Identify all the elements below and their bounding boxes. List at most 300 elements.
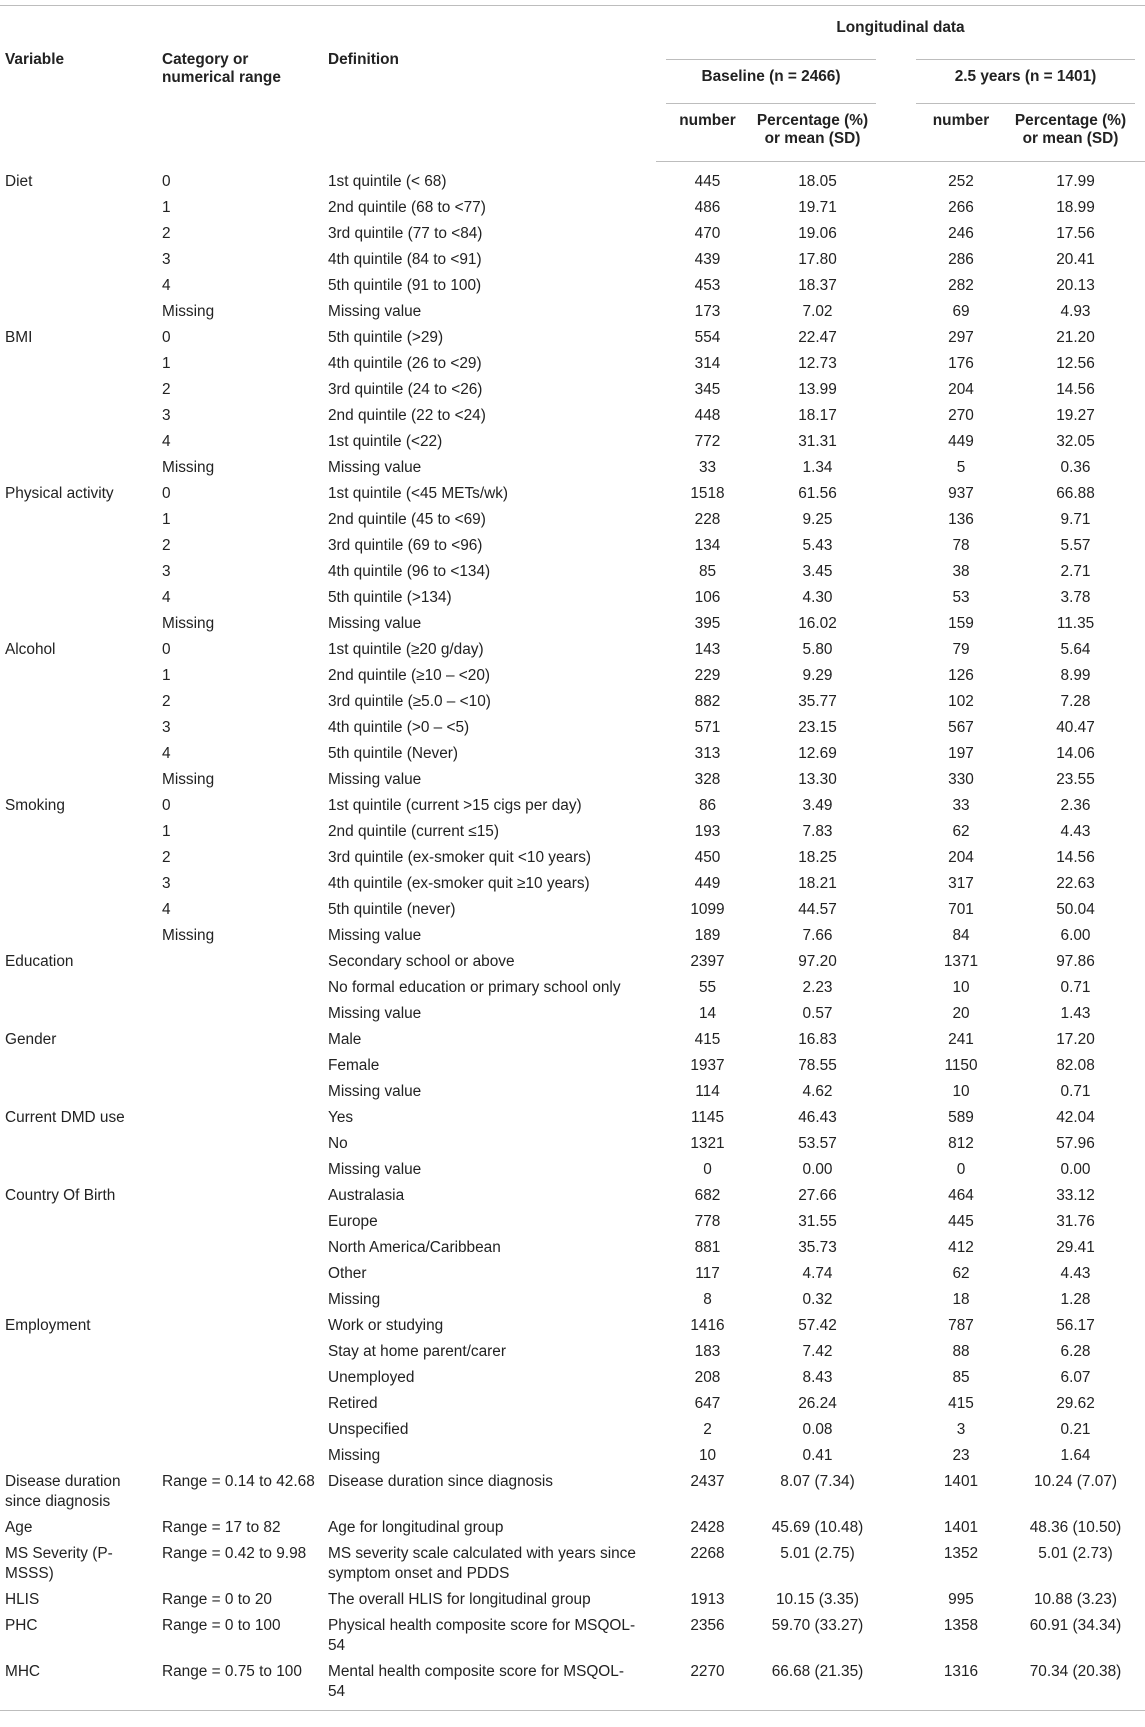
cell-followup-number: 1316: [886, 1662, 1006, 1711]
cell-baseline-number: 208: [694, 1369, 721, 1386]
cell-followup-percentage: 17.56: [1056, 225, 1095, 242]
cell-followup-percentage: 17.99: [1056, 173, 1095, 190]
cell-definition: Yes: [328, 1109, 354, 1126]
cell-followup-percentage: 31.76: [1056, 1213, 1095, 1230]
table-row: [0, 1186, 1145, 1212]
table-row: [0, 458, 1145, 484]
cell-definition: Physical health composite score for MSQOL-54: [328, 1617, 636, 1654]
cell-baseline-percentage: 10.15 (3.35): [776, 1591, 859, 1608]
cell-baseline-number: 173: [694, 303, 721, 320]
cell-variable: [0, 1212, 162, 1238]
table-row: [0, 162, 1145, 199]
cell-category: Range = 17 to 82: [162, 1519, 281, 1536]
cell-variable: [0, 276, 162, 302]
table-row: [0, 1290, 1145, 1316]
cell-baseline-percentage: 23.15: [798, 719, 837, 736]
cell-baseline-percentage: 0.41: [802, 1447, 833, 1464]
cell-definition: 5th quintile (91 to 100): [328, 277, 482, 294]
cell-definition: 4th quintile (ex-smoker quit ≥10 years): [328, 875, 590, 892]
cell-baseline-percentage: 44.57: [798, 901, 837, 918]
table-row: [0, 900, 1145, 926]
cell-definition: Female: [328, 1057, 380, 1074]
cell-followup-percentage: 0.00: [1060, 1161, 1091, 1178]
table-row: [0, 1368, 1145, 1394]
cell-followup-number: 53: [952, 589, 970, 606]
cell-followup-percentage: 8.99: [1060, 667, 1091, 684]
cell-definition: 2nd quintile (current ≤15): [328, 823, 499, 840]
cell-definition: Missing value: [328, 771, 422, 788]
cell-baseline-number: 772: [694, 433, 721, 450]
cell-category: [162, 978, 328, 1004]
cell-definition: MS severity scale calculated with years since symptom onset and PDDS: [328, 1545, 636, 1582]
cell-definition: Missing value: [328, 1161, 422, 1178]
cell-followup-number: 79: [952, 641, 970, 658]
cell-baseline-number: 106: [694, 589, 721, 606]
cell-definition: Europe: [328, 1213, 378, 1230]
cell-category: 0: [162, 329, 171, 346]
cell-variable: [0, 380, 162, 406]
cell-followup-percentage: 4.93: [1060, 303, 1091, 320]
cell-variable: Current DMD use: [5, 1109, 125, 1126]
cell-baseline-percentage: 8.43: [802, 1369, 833, 1386]
cell-variable: [0, 926, 162, 952]
cell-followup-number: 464: [948, 1187, 974, 1204]
cell-followup-percentage: 14.06: [1056, 745, 1095, 762]
cell-baseline-number: 10: [698, 1447, 717, 1464]
cell-followup-number: 266: [948, 199, 974, 216]
cell-definition: 2nd quintile (22 to <24): [328, 407, 486, 424]
header-percentage-baseline: Percentage (%) or mean (SD): [749, 92, 886, 162]
table-row: [0, 1108, 1145, 1134]
cell-variable: [0, 1004, 162, 1030]
cell-category: [162, 1446, 328, 1472]
cell-variable: Disease duration since diagnosis: [5, 1473, 121, 1510]
cell-followup-percentage: 6.28: [1060, 1343, 1091, 1360]
cell-followup-percentage: 82.08: [1056, 1057, 1095, 1074]
cell-variable: [0, 692, 162, 718]
cell-definition: 1st quintile (current >15 cigs per day): [328, 797, 582, 814]
cell-baseline-number: 14: [698, 1005, 717, 1022]
table-row: [0, 224, 1145, 250]
header-definition: Definition: [328, 6, 656, 162]
cell-category: [162, 1056, 328, 1082]
table-header: [0, 6, 1145, 162]
cell-definition: 3rd quintile (≥5.0 – <10): [328, 693, 491, 710]
cell-definition: Missing value: [328, 1005, 422, 1022]
cell-variable: [0, 250, 162, 276]
cell-definition: 3rd quintile (77 to <84): [328, 225, 483, 242]
cell-definition: 3rd quintile (ex-smoker quit <10 years): [328, 849, 592, 866]
cell-baseline-percentage: 17.80: [798, 251, 837, 268]
cell-followup-percentage: 6.00: [1060, 927, 1091, 944]
cell-baseline-number: 134: [694, 537, 721, 554]
cell-variable: [0, 848, 162, 874]
cell-followup-number: 567: [948, 719, 974, 736]
cell-followup-percentage: 6.07: [1060, 1369, 1091, 1386]
cell-baseline-percentage: 27.66: [798, 1187, 837, 1204]
cell-category: Missing: [162, 615, 215, 632]
cell-baseline-percentage: 97.20: [798, 953, 837, 970]
cell-category: Range = 0.75 to 100: [162, 1662, 328, 1711]
cell-followup-number: 270: [948, 407, 974, 424]
cell-followup-number: 85: [952, 1369, 970, 1386]
cell-variable: [0, 1290, 162, 1316]
cell-baseline-number: 183: [694, 1343, 721, 1360]
cell-category: [162, 952, 328, 978]
cell-definition: 3rd quintile (24 to <26): [328, 381, 483, 398]
cell-category: [162, 1420, 328, 1446]
cell-category: 0: [162, 797, 171, 814]
cell-category: 4: [162, 433, 171, 450]
cell-variable: BMI: [5, 329, 33, 346]
cell-baseline-number: 2270: [656, 1662, 749, 1711]
cell-baseline-percentage: 4.74: [802, 1265, 833, 1282]
cell-baseline-number: 439: [694, 251, 721, 268]
cell-followup-percentage: 7.28: [1060, 693, 1091, 710]
cell-baseline-number: 647: [694, 1395, 721, 1412]
cell-baseline-percentage: 18.05: [798, 173, 837, 190]
header-percentage-followup: Percentage (%) or mean (SD): [1006, 92, 1145, 162]
cell-followup-percentage: 66.88: [1056, 485, 1095, 502]
cell-category: 2: [162, 849, 171, 866]
table-row: [0, 302, 1145, 328]
cell-category: [162, 1082, 328, 1108]
cell-variable: [0, 1238, 162, 1264]
cell-variable: [0, 1446, 162, 1472]
cell-followup-number: 33: [952, 797, 970, 814]
cell-followup-number: 204: [948, 381, 974, 398]
cell-baseline-percentage: 19.71: [798, 199, 837, 216]
cell-followup-percentage: 5.01 (2.73): [1038, 1545, 1113, 1562]
cell-followup-percentage: 3.78: [1060, 589, 1091, 606]
cell-baseline-percentage: 2.23: [802, 979, 833, 996]
cell-definition: Missing value: [328, 927, 422, 944]
header-baseline: Baseline (n = 2466): [656, 51, 886, 92]
cell-variable: Employment: [5, 1317, 91, 1334]
cell-category: 0: [162, 641, 171, 658]
cell-category: 1: [162, 355, 171, 372]
cell-followup-percentage: 2.71: [1060, 563, 1091, 580]
cell-followup-number: 62: [952, 823, 970, 840]
cell-followup-percentage: 1.28: [1060, 1291, 1091, 1308]
cell-category: [162, 1108, 328, 1134]
cell-baseline-percentage: 4.62: [802, 1083, 833, 1100]
cell-baseline-number: 395: [694, 615, 721, 632]
cell-variable: [0, 614, 162, 640]
cell-baseline-percentage: 4.30: [802, 589, 833, 606]
cell-variable: [0, 822, 162, 848]
cell-definition: Other: [328, 1265, 367, 1282]
cell-baseline-number: 345: [694, 381, 721, 398]
cell-baseline-percentage: 3.45: [802, 563, 833, 580]
cell-followup-number: 10: [952, 1083, 970, 1100]
cell-baseline-percentage: 57.42: [798, 1317, 837, 1334]
cell-followup-number: 1358: [943, 1617, 979, 1634]
cell-category: 4: [162, 277, 171, 294]
cell-followup-number: 3: [956, 1421, 966, 1438]
cell-followup-percentage: 29.62: [1056, 1395, 1095, 1412]
cell-baseline-percentage: 13.99: [798, 381, 837, 398]
cell-followup-number: 78: [952, 537, 970, 554]
table-row: [0, 1394, 1145, 1420]
cell-baseline-number: 143: [694, 641, 721, 658]
cell-baseline-percentage: 0.32: [802, 1291, 833, 1308]
cell-baseline-number: 1913: [690, 1591, 725, 1608]
cell-category: Missing: [162, 459, 215, 476]
cell-followup-percentage: 2.36: [1060, 797, 1091, 814]
cell-definition: No: [328, 1135, 348, 1152]
cell-definition: Mental health composite score for MSQOL-54: [328, 1662, 656, 1711]
cell-baseline-number: 571: [694, 719, 721, 736]
header-category: Category or numerical range: [162, 6, 328, 162]
cell-followup-percentage: 21.20: [1056, 329, 1095, 346]
cell-category: 2: [162, 225, 171, 242]
cell-baseline-number: 448: [694, 407, 721, 424]
cell-definition: North America/Caribbean: [328, 1239, 501, 1256]
cell-category: 4: [162, 745, 171, 762]
table-row: [0, 744, 1145, 770]
cell-followup-percentage: 4.43: [1060, 823, 1091, 840]
table-row: [0, 1616, 1145, 1662]
cell-variable: PHC: [5, 1617, 38, 1634]
cell-variable: [0, 1264, 162, 1290]
data-table: [0, 5, 1145, 1711]
table-row: [0, 1212, 1145, 1238]
cell-followup-percentage: 9.71: [1060, 511, 1091, 528]
cell-category: [162, 1368, 328, 1394]
cell-category: 1: [162, 823, 171, 840]
cell-variable: Smoking: [5, 797, 65, 814]
cell-variable: [0, 354, 162, 380]
cell-baseline-number: 8: [703, 1291, 712, 1308]
cell-category: 0: [162, 485, 171, 502]
table-row: [0, 1662, 1145, 1711]
cell-definition: Age for longitudinal group: [328, 1519, 504, 1536]
cell-followup-number: 412: [948, 1239, 974, 1256]
cell-baseline-percentage: 35.73: [798, 1239, 837, 1256]
table-row: [0, 1264, 1145, 1290]
cell-baseline-number: 2428: [690, 1519, 725, 1536]
cell-definition: Unspecified: [328, 1421, 409, 1438]
table-row: [0, 1238, 1145, 1264]
table-row: [0, 484, 1145, 510]
cell-definition: Retired: [328, 1395, 378, 1412]
table-row: [0, 1420, 1145, 1446]
cell-followup-percentage: 29.41: [1056, 1239, 1095, 1256]
table-row: [0, 770, 1145, 796]
cell-category: [162, 1004, 328, 1030]
cell-definition: 5th quintile (>29): [328, 329, 444, 346]
cell-baseline-number: 778: [694, 1213, 721, 1230]
cell-followup-number: 589: [948, 1109, 974, 1126]
cell-followup-number: 449: [948, 433, 974, 450]
cell-variable: [0, 432, 162, 458]
table-row: [0, 874, 1145, 900]
cell-followup-percentage: 0.71: [1060, 1083, 1091, 1100]
cell-baseline-percentage: 5.43: [802, 537, 833, 554]
cell-definition: Work or studying: [328, 1317, 444, 1334]
cell-baseline-number: 193: [694, 823, 721, 840]
cell-definition: Missing value: [328, 303, 422, 320]
cell-followup-percentage: 97.86: [1056, 953, 1095, 970]
cell-followup-number: 23: [952, 1447, 970, 1464]
cell-baseline-percentage: 7.42: [802, 1343, 833, 1360]
cell-followup-percentage: 0.36: [1060, 459, 1091, 476]
cell-category: [162, 1160, 328, 1186]
table-row: [0, 432, 1145, 458]
cell-baseline-percentage: 5.01 (2.75): [780, 1545, 855, 1562]
table-row: [0, 978, 1145, 1004]
table-row: [0, 666, 1145, 692]
cell-definition: 5th quintile (never): [328, 901, 456, 918]
cell-definition: 2nd quintile (45 to <69): [328, 511, 486, 528]
cell-followup-number: 176: [948, 355, 974, 372]
cell-baseline-number: 1145: [690, 1109, 725, 1126]
cell-definition: 1st quintile (≥20 g/day): [328, 641, 484, 658]
header-longitudinal-label: Longitudinal data: [836, 19, 965, 36]
cell-baseline-number: 445: [694, 173, 721, 190]
cell-baseline-percentage: 53.57: [798, 1135, 837, 1152]
cell-definition: Missing: [328, 1291, 381, 1308]
cell-category: 0: [162, 172, 171, 190]
cell-category: Missing: [162, 927, 215, 944]
cell-variable: MS Severity (P-MSSS): [5, 1545, 113, 1582]
cell-variable: Country Of Birth: [5, 1187, 116, 1204]
cell-definition: 1st quintile (< 68): [328, 172, 447, 190]
cell-baseline-number: 470: [694, 225, 721, 242]
cell-variable: [0, 1082, 162, 1108]
table-row: [0, 1590, 1145, 1616]
cell-baseline-percentage: 59.70 (33.27): [771, 1617, 864, 1634]
cell-baseline-number: 0: [703, 1161, 712, 1178]
cell-definition: Missing value: [328, 615, 422, 632]
cell-category: 2: [162, 537, 171, 554]
cell-baseline-number: 328: [694, 771, 721, 788]
cell-variable: MHC: [0, 1662, 162, 1711]
cell-variable: [0, 1134, 162, 1160]
cell-followup-percentage: 0.71: [1060, 979, 1091, 996]
cell-baseline-number: 486: [694, 199, 721, 216]
cell-followup-percentage: 1.43: [1060, 1005, 1091, 1022]
cell-followup-number: 136: [948, 511, 974, 528]
cell-variable: [0, 510, 162, 536]
cell-variable: [0, 1368, 162, 1394]
cell-category: [162, 1342, 328, 1368]
cell-baseline-percentage: 18.37: [798, 277, 837, 294]
cell-variable: [0, 588, 162, 614]
cell-followup-percentage: 33.12: [1056, 1187, 1095, 1204]
header-number-baseline: number: [656, 92, 749, 162]
cell-baseline-percentage: 7.66: [802, 927, 833, 944]
cell-definition: 4th quintile (26 to <29): [328, 355, 482, 372]
cell-followup-percentage: 10.24 (7.07): [1034, 1473, 1117, 1490]
cell-baseline-percentage: 66.68 (21.35): [749, 1662, 886, 1711]
cell-definition: 2nd quintile (68 to <77): [328, 199, 486, 216]
cell-variable: [0, 562, 162, 588]
header-number-followup: number: [886, 92, 1006, 162]
cell-followup-number: 102: [948, 693, 974, 710]
cell-baseline-percentage: 3.49: [802, 797, 833, 814]
cell-followup-number: 787: [948, 1317, 974, 1334]
cell-followup-number: 330: [948, 771, 974, 788]
cell-followup-number: 286: [948, 251, 974, 268]
cell-variable: Age: [5, 1519, 33, 1536]
cell-baseline-percentage: 18.25: [798, 849, 837, 866]
cell-followup-percentage: 70.34 (20.38): [1006, 1662, 1145, 1711]
cell-definition: Secondary school or above: [328, 953, 515, 970]
cell-definition: Missing value: [328, 459, 422, 476]
cell-followup-number: 1150: [944, 1057, 978, 1074]
cell-definition: 3rd quintile (69 to <96): [328, 537, 483, 554]
cell-followup-number: 1352: [943, 1545, 979, 1562]
table-row: [0, 1134, 1145, 1160]
cell-followup-number: 62: [952, 1265, 970, 1282]
cell-baseline-percentage: 13.30: [798, 771, 837, 788]
table-row: [0, 328, 1145, 354]
cell-followup-percentage: 42.04: [1056, 1109, 1095, 1126]
cell-baseline-number: 450: [694, 849, 721, 866]
cell-baseline-percentage: 1.34: [802, 459, 833, 476]
table-row: [0, 1056, 1145, 1082]
cell-followup-number: 1401: [943, 1473, 979, 1490]
cell-baseline-number: 229: [694, 667, 721, 684]
cell-followup-number: 445: [948, 1213, 974, 1230]
cell-followup-percentage: 60.91 (34.34): [1029, 1617, 1122, 1634]
cell-followup-percentage: 10.88 (3.23): [1034, 1591, 1117, 1608]
cell-baseline-percentage: 19.06: [798, 225, 837, 242]
cell-definition: Missing: [328, 1447, 381, 1464]
table-row: [0, 848, 1145, 874]
table-row: [0, 1030, 1145, 1056]
cell-category: [162, 1212, 328, 1238]
table-row: [0, 926, 1145, 952]
cell-followup-number: 0: [956, 1161, 966, 1178]
cell-followup-percentage: 17.20: [1056, 1031, 1095, 1048]
header-longitudinal: [656, 6, 1145, 51]
cell-baseline-number: 415: [694, 1031, 721, 1048]
cell-definition: Male: [328, 1031, 362, 1048]
cell-baseline-number: 117: [695, 1265, 720, 1282]
cell-baseline-percentage: 16.02: [798, 615, 837, 632]
cell-followup-percentage: 14.56: [1056, 381, 1095, 398]
cell-followup-number: 159: [948, 615, 974, 632]
cell-followup-number: 18: [952, 1291, 970, 1308]
cell-definition: 1st quintile (<45 METs/wk): [328, 485, 509, 502]
cell-variable: [0, 1394, 162, 1420]
table-row: [0, 588, 1145, 614]
cell-baseline-number: 85: [698, 563, 717, 580]
cell-followup-percentage: 50.04: [1056, 901, 1095, 918]
cell-followup-number: 246: [948, 225, 974, 242]
cell-variable: [0, 1056, 162, 1082]
cell-followup-number: 84: [952, 927, 970, 944]
cell-followup-number: 701: [948, 901, 974, 918]
cell-followup-number: 1401: [943, 1519, 979, 1536]
cell-followup-number: 282: [948, 277, 974, 294]
cell-category: [162, 1186, 328, 1212]
cell-followup-percentage: 18.99: [1056, 199, 1095, 216]
cell-baseline-number: 228: [694, 511, 721, 528]
cell-followup-percentage: 5.64: [1060, 641, 1091, 658]
table-row: [0, 952, 1145, 978]
table-row: [0, 692, 1145, 718]
cell-definition: Missing value: [328, 1083, 422, 1100]
cell-baseline-percentage: 61.56: [798, 485, 837, 502]
cell-category: 3: [162, 719, 171, 736]
cell-baseline-percentage: 46.43: [798, 1109, 837, 1126]
cell-baseline-percentage: 12.69: [798, 745, 837, 762]
cell-baseline-number: 453: [694, 277, 721, 294]
